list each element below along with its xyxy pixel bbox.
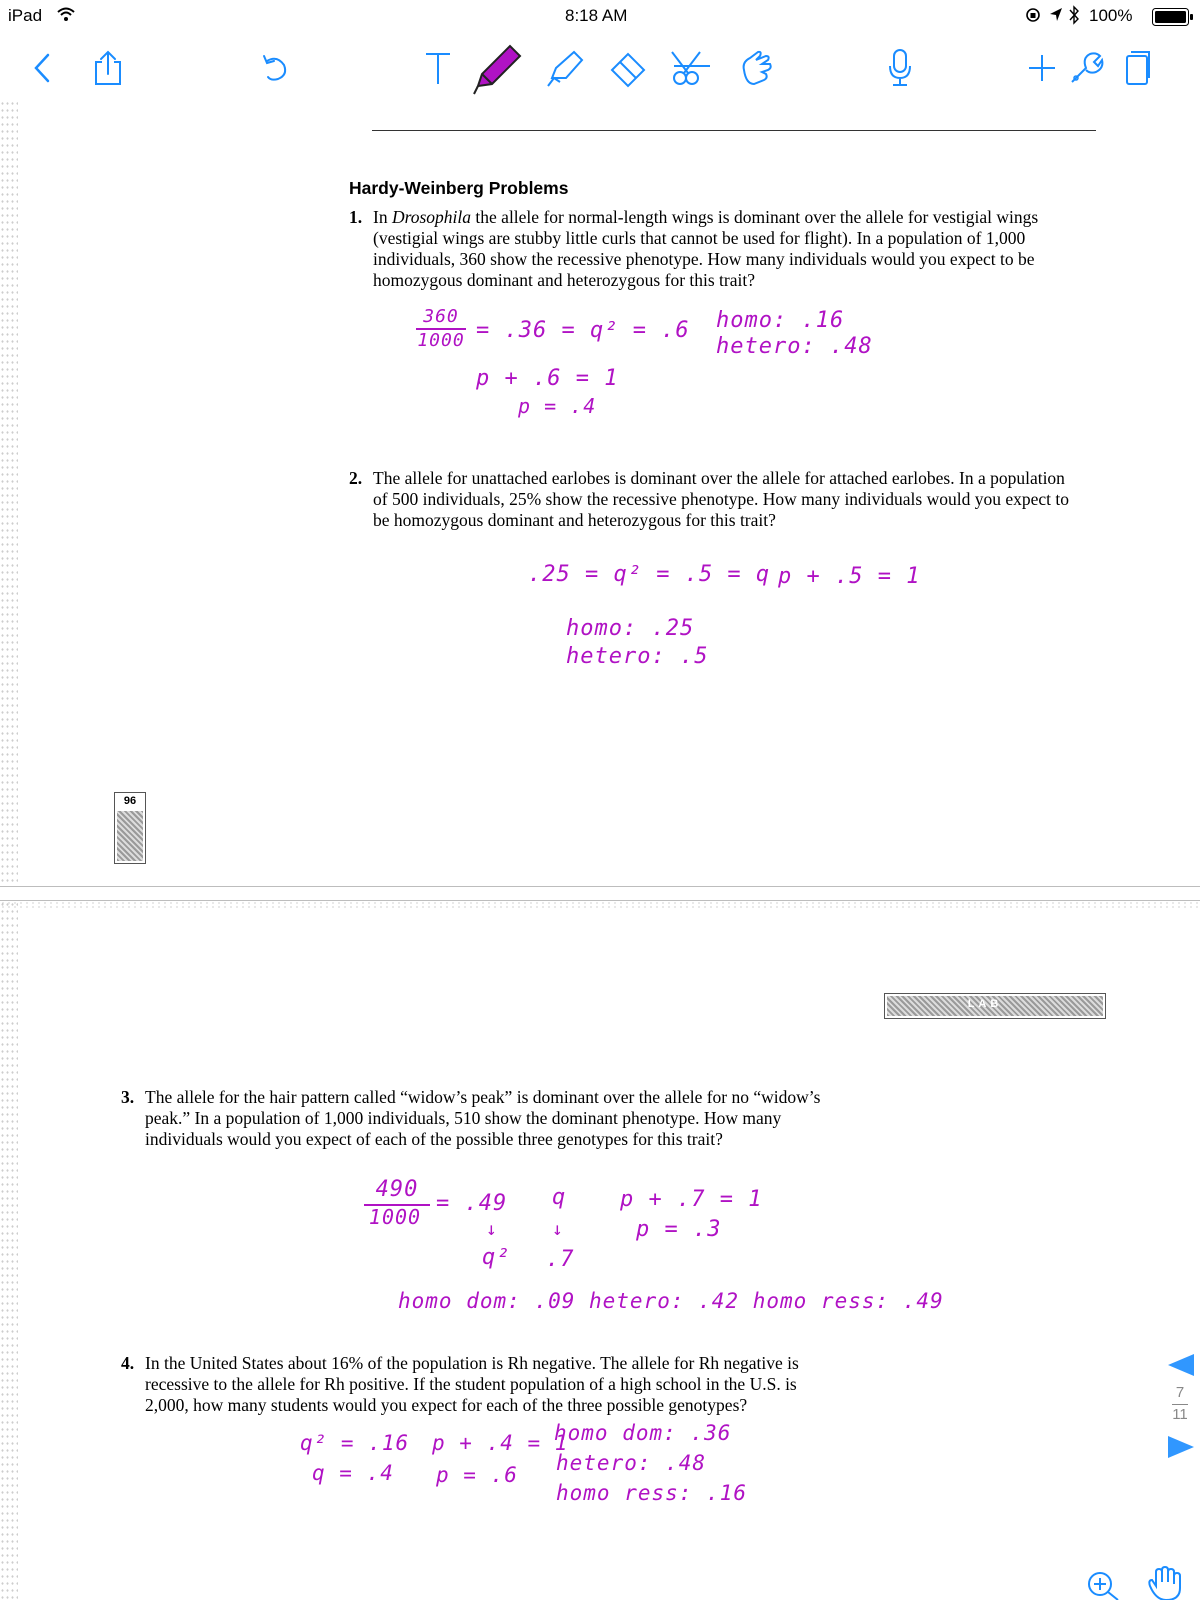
hw-q4-homo-ress: homo ress: .16 (556, 1481, 748, 1505)
lab-tab (884, 993, 1106, 1019)
species-name: Drosophila (391, 207, 472, 227)
question-number: 1. (349, 207, 363, 227)
text-tool-icon[interactable] (418, 48, 458, 88)
hw-q2-equation: .25 = q² = .5 = q (528, 562, 771, 587)
hand-icon[interactable] (1144, 1566, 1182, 1604)
hw-q3-p-sum: p + .7 = 1 (620, 1187, 763, 1212)
page-number-tab (114, 792, 146, 864)
hw-q4-q-squared: q² = .16 (300, 1431, 410, 1455)
lab-label: LAB (967, 998, 1003, 1010)
location-icon (1049, 7, 1063, 28)
share-icon[interactable] (88, 48, 128, 88)
question-number: 4. (121, 1353, 135, 1373)
tab-hatching (117, 811, 143, 861)
wifi-icon (56, 6, 76, 27)
hw-q1-hetero: hetero: .48 (716, 334, 873, 359)
document-page-2[interactable] (0, 900, 1200, 1601)
previous-page-icon[interactable] (1168, 1354, 1194, 1380)
hw-q3-q-squared: q² (482, 1245, 511, 1270)
question-4 (121, 1353, 861, 1443)
status-bar (0, 0, 1200, 34)
bluetooth-icon (1068, 5, 1080, 30)
hw-q3-q: q (552, 1185, 567, 1210)
next-page-icon[interactable] (1168, 1436, 1194, 1462)
hw-q3-fraction-denominator: 1000 (368, 1205, 422, 1229)
hw-q3-fraction-numerator: 490 (375, 1177, 419, 1202)
device-name: iPad (8, 6, 43, 25)
question-text: The allele for unattached earlobes is dominant over the allele for attached earlobes. In a population of 500 individuals, 25% show the recessive phenotype. How many individuals would you expect to be homozygous dominant and heterozygous for this trait? (373, 468, 1069, 530)
hw-q3-p-value: p = .3 (636, 1217, 722, 1242)
page-divider (1172, 1404, 1188, 1405)
question-3 (121, 1087, 861, 1177)
battery-icon (1152, 8, 1194, 31)
hw-q2-p-sum: p + .5 = 1 (778, 564, 921, 589)
hw-q4-homo-dom: homo dom: .36 (554, 1421, 732, 1445)
page-heading: Hardy-Weinberg Problems (349, 178, 569, 198)
hw-q1-p-value: p = .4 (518, 394, 597, 418)
highlighter-icon[interactable] (544, 48, 584, 88)
microphone-icon[interactable] (880, 48, 920, 88)
question-text: The allele for the hair pattern called “widow’s peak” is dominant over the allele for no “widow’s peak.” In a population of 1,000 individuals, 510 show the dominant phenotype. How many individuals would you expect of each of the possible three genotypes for this trait? (145, 1087, 821, 1149)
hw-q4-p-value: p = .6 (436, 1463, 518, 1487)
question-text: In the United States about 16% of the population is Rh negative. The allele for Rh negative is recessive to the allele for Rh positive. If the student population of a high school in the U.S. is 2,000, how many students would you expect for each of the three possible genotypes? (145, 1353, 799, 1415)
hw-q3-summary: homo dom: .09 hetero: .42 homo ress: .49 (398, 1289, 944, 1313)
question-1 (349, 207, 1094, 297)
wrench-icon[interactable] (1066, 48, 1106, 88)
hw-q3-arrow-down-icon: ↓ (552, 1219, 564, 1240)
page-view-icon[interactable] (1118, 48, 1158, 88)
current-page: 7 (1175, 1384, 1185, 1401)
orientation-lock-icon (1025, 7, 1041, 28)
hw-q3-q-value: .7 (546, 1247, 575, 1272)
question-number: 3. (121, 1087, 135, 1107)
hw-q3-arrow-down-icon: ↓ (486, 1219, 498, 1240)
question-text-part: the allele for normal-length wings is dominant over the allele for vestigial wings (vestigial wings are stubby little curls that cannot be used for flight). In a population of 1,000 individuals, 360 show the recessive phenotype. How many individuals would you expect to be homozygous dominant and heterozygous for this trait? (373, 207, 1039, 290)
scissors-icon[interactable] (672, 48, 712, 88)
hw-q1-p-sum: p + .6 = 1 (476, 366, 619, 391)
add-icon[interactable] (1022, 48, 1062, 88)
hw-q1-fraction-denominator: 1000 (417, 330, 465, 351)
hw-q2-homo: homo: .25 (566, 616, 695, 641)
question-text-part: In (373, 207, 392, 227)
page-edge-left (0, 901, 18, 1601)
hw-q1-equation: = .36 = q² = .6 (476, 318, 690, 343)
document-page-1[interactable] (0, 100, 1200, 887)
eraser-icon[interactable] (608, 48, 648, 88)
battery-percent: 100% (1089, 6, 1133, 25)
page-edge-top (0, 901, 1200, 909)
undo-icon[interactable] (256, 48, 296, 88)
hand-pointer-icon[interactable] (736, 48, 776, 88)
hw-q4-p-sum: p + .4 = 1 (432, 1431, 569, 1455)
question-2 (349, 468, 1094, 534)
question-number: 2. (349, 468, 363, 488)
hw-q4-hetero: hetero: .48 (556, 1451, 707, 1475)
hw-q3-equation: = .49 (436, 1191, 508, 1216)
pen-tool-icon[interactable] (468, 38, 526, 96)
hw-q1-homo: homo: .16 (716, 308, 845, 333)
total-pages: 11 (1172, 1406, 1188, 1423)
page-top-rule (372, 130, 1096, 131)
page-navigator[interactable] (1164, 1354, 1196, 1464)
zoom-in-icon[interactable] (1086, 1570, 1120, 1604)
hw-q1-fraction-numerator: 360 (423, 306, 459, 327)
hw-q2-hetero: hetero: .5 (566, 644, 709, 669)
toolbar (0, 34, 1200, 101)
page-edge-left (0, 100, 18, 886)
clock: 8:18 AM (565, 6, 628, 25)
hw-q4-q-value: q = .4 (312, 1461, 394, 1485)
back-chevron-icon[interactable] (22, 48, 62, 88)
question-text (373, 207, 1093, 291)
page-number: 96 (123, 795, 137, 807)
